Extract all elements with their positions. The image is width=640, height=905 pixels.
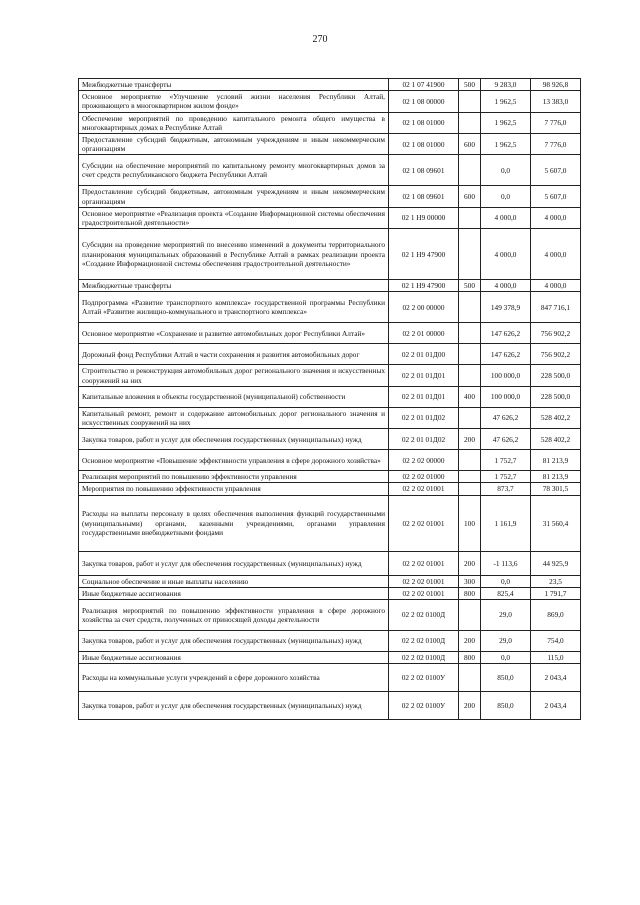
- row-amount-change: 149 378,9: [481, 292, 531, 323]
- row-expense-type: [459, 229, 481, 280]
- budget-table-body: [79, 79, 581, 720]
- row-amount-change: 100 000,0: [481, 386, 531, 407]
- row-expense-type: 500: [459, 79, 481, 91]
- row-code: 02 2 02 01001: [389, 575, 459, 587]
- row-amount-total: 23,5: [531, 575, 581, 587]
- row-amount-change: 9 283,0: [481, 79, 531, 91]
- row-expense-type: 600: [459, 134, 481, 155]
- row-amount-total: 81 213,9: [531, 471, 581, 483]
- row-amount-total: 5 607,0: [531, 155, 581, 186]
- row-amount-change: 1 752,7: [481, 450, 531, 471]
- row-amount-total: 115,0: [531, 652, 581, 664]
- row-amount-change: 147 626,2: [481, 323, 531, 344]
- row-amount-change: 873,7: [481, 483, 531, 495]
- row-amount-total: 4 000,0: [531, 207, 581, 228]
- table-row: [79, 483, 581, 495]
- table-row: [79, 280, 581, 292]
- row-code: 02 1 08 01000: [389, 134, 459, 155]
- row-code: 02 2 01 00000: [389, 323, 459, 344]
- row-name: Обеспечение мероприятий по проведению капитального ремонта общего имущества в многоквартирных домах в Республике Алтай: [79, 112, 389, 133]
- row-amount-change: 0,0: [481, 186, 531, 207]
- row-code: 02 2 02 0100У: [389, 664, 459, 692]
- row-code: 02 1 Н9 47900: [389, 229, 459, 280]
- row-amount-change: 4 000,0: [481, 229, 531, 280]
- table-row: [79, 323, 581, 344]
- row-code: 02 2 01 01Д01: [389, 365, 459, 386]
- table-row: [79, 79, 581, 91]
- row-name: Социальное обеспечение и иные выплаты населению: [79, 575, 389, 587]
- row-expense-type: 200: [459, 692, 481, 720]
- row-expense-type: [459, 483, 481, 495]
- row-expense-type: 800: [459, 652, 481, 664]
- row-amount-total: 1 791,7: [531, 587, 581, 599]
- row-code: 02 2 01 01Д00: [389, 344, 459, 365]
- row-code: 02 1 08 01000: [389, 112, 459, 133]
- table-row: [79, 155, 581, 186]
- row-amount-change: 147 626,2: [481, 344, 531, 365]
- row-amount-total: 5 607,0: [531, 186, 581, 207]
- row-name: Закупка товаров, работ и услуг для обеспечения государственных (муниципальных) нужд: [79, 429, 389, 450]
- table-row: [79, 664, 581, 692]
- row-name: Расходы на коммунальные услуги учреждений в сфере дорожного хозяйства: [79, 664, 389, 692]
- row-name: Закупка товаров, работ и услуг для обеспечения государственных (муниципальных) нужд: [79, 551, 389, 575]
- table-row: [79, 186, 581, 207]
- row-amount-total: 528 402,2: [531, 429, 581, 450]
- row-amount-total: 2 043,4: [531, 664, 581, 692]
- table-row: [79, 631, 581, 652]
- row-amount-total: 31 560,4: [531, 495, 581, 551]
- table-row: [79, 91, 581, 112]
- row-amount-total: 7 776,0: [531, 112, 581, 133]
- row-name: Основное мероприятие «Повышение эффективности управления в сфере дорожного хозяйства»: [79, 450, 389, 471]
- table-row: [79, 134, 581, 155]
- row-name: Предоставление субсидий бюджетным, автономным учреждениям и иным некоммерческим организациям: [79, 186, 389, 207]
- row-name: Капитальные вложения в объекты государственной (муниципальной) собственности: [79, 386, 389, 407]
- row-name: Субсидии на проведение мероприятий по внесению изменений в документы территориального планирования муниципальных образований в Республике Алтай в рамках реализации проекта «Создание Информационной системы обеспечения градостроительной деятельности»: [79, 229, 389, 280]
- row-code: 02 1 08 09601: [389, 186, 459, 207]
- row-expense-type: [459, 344, 481, 365]
- row-amount-change: 47 626,2: [481, 429, 531, 450]
- row-code: 02 2 01 01Д02: [389, 429, 459, 450]
- row-expense-type: [459, 471, 481, 483]
- row-expense-type: 600: [459, 186, 481, 207]
- row-amount-total: 228 500,0: [531, 386, 581, 407]
- row-expense-type: 500: [459, 280, 481, 292]
- table-row: [79, 551, 581, 575]
- row-code: 02 2 02 01001: [389, 495, 459, 551]
- row-expense-type: [459, 292, 481, 323]
- table-row: [79, 365, 581, 386]
- row-code: 02 2 02 01001: [389, 483, 459, 495]
- row-name: Реализация мероприятий по повышению эффективности управления в сфере дорожного хозяйства за счет средств, полученных от приносящей доходы деятельности: [79, 600, 389, 631]
- row-expense-type: [459, 112, 481, 133]
- row-code: 02 2 02 0100Д: [389, 600, 459, 631]
- row-name: Дорожный фонд Республики Алтай в части сохранения и развития автомобильных дорог: [79, 344, 389, 365]
- budget-table: [78, 78, 581, 720]
- table-row: [79, 587, 581, 599]
- row-amount-total: 4 000,0: [531, 280, 581, 292]
- table-row: [79, 600, 581, 631]
- row-amount-change: 1 752,7: [481, 471, 531, 483]
- table-row: [79, 429, 581, 450]
- row-amount-change: 100 000,0: [481, 365, 531, 386]
- row-expense-type: [459, 600, 481, 631]
- row-amount-total: 44 925,9: [531, 551, 581, 575]
- row-name: Межбюджетные трансферты: [79, 79, 389, 91]
- row-code: 02 1 Н9 47900: [389, 280, 459, 292]
- row-expense-type: 100: [459, 495, 481, 551]
- row-amount-change: 0,0: [481, 155, 531, 186]
- row-code: 02 2 02 01001: [389, 587, 459, 599]
- row-name: Мероприятия по повышению эффективности управления: [79, 483, 389, 495]
- row-code: 02 2 01 01Д02: [389, 407, 459, 428]
- row-amount-total: 754,0: [531, 631, 581, 652]
- row-amount-total: 78 301,5: [531, 483, 581, 495]
- row-code: 02 1 07 41900: [389, 79, 459, 91]
- row-amount-change: 850,0: [481, 692, 531, 720]
- table-row: [79, 495, 581, 551]
- row-name: Иные бюджетные ассигнования: [79, 652, 389, 664]
- row-name: Основное мероприятие «Улучшение условий жизни населения Республики Алтай, проживающего в многоквартирном жилом фонде»: [79, 91, 389, 112]
- row-amount-change: 4 000,0: [481, 207, 531, 228]
- row-expense-type: 200: [459, 551, 481, 575]
- row-name: Подпрограмма «Развитие транспортного комплекса» государственной программы Республики Алтай «Развитие жилищно-коммунального и транспортного комплекса»: [79, 292, 389, 323]
- table-row: [79, 652, 581, 664]
- row-name: Субсидии на обеспечение мероприятий по капитальному ремонту многоквартирных домов за счет средств республиканского бюджета Республики Алтай: [79, 155, 389, 186]
- row-expense-type: [459, 155, 481, 186]
- row-name: Капитальный ремонт, ремонт и содержание автомобильных дорог регионального значения и искусственных сооружений на них: [79, 407, 389, 428]
- row-code: 02 2 01 01Д01: [389, 386, 459, 407]
- table-row: [79, 386, 581, 407]
- row-amount-total: 847 716,1: [531, 292, 581, 323]
- row-code: 02 2 02 0100Д: [389, 652, 459, 664]
- table-row: [79, 575, 581, 587]
- row-amount-change: 0,0: [481, 652, 531, 664]
- row-amount-change: 825,4: [481, 587, 531, 599]
- row-name: Предоставление субсидий бюджетным, автономным учреждениям и иным некоммерческим организациям: [79, 134, 389, 155]
- row-name: Основное мероприятие «Реализация проекта «Создание Информационной системы обеспечения градостроительной деятельности»: [79, 207, 389, 228]
- table-row: [79, 450, 581, 471]
- row-name: Закупка товаров, работ и услуг для обеспечения государственных (муниципальных) нужд: [79, 692, 389, 720]
- table-row: [79, 112, 581, 133]
- row-expense-type: 400: [459, 386, 481, 407]
- row-expense-type: 300: [459, 575, 481, 587]
- row-amount-change: 1 161,9: [481, 495, 531, 551]
- row-code: 02 2 00 00000: [389, 292, 459, 323]
- row-amount-total: 869,0: [531, 600, 581, 631]
- row-amount-change: 1 962,5: [481, 112, 531, 133]
- row-expense-type: [459, 91, 481, 112]
- row-amount-total: 756 902,2: [531, 323, 581, 344]
- row-code: 02 2 02 01001: [389, 551, 459, 575]
- row-name: Межбюджетные трансферты: [79, 280, 389, 292]
- row-amount-change: 47 626,2: [481, 407, 531, 428]
- row-code: 02 2 02 0100У: [389, 692, 459, 720]
- row-amount-change: 1 962,5: [481, 91, 531, 112]
- row-amount-total: 81 213,9: [531, 450, 581, 471]
- row-name: Закупка товаров, работ и услуг для обеспечения государственных (муниципальных) нужд: [79, 631, 389, 652]
- table-row: [79, 471, 581, 483]
- table-row: [79, 207, 581, 228]
- row-code: 02 2 02 01000: [389, 471, 459, 483]
- row-amount-change: 0,0: [481, 575, 531, 587]
- row-amount-total: 13 383,0: [531, 91, 581, 112]
- row-name: Строительство и реконструкция автомобильных дорог регионального значения и искусственных сооружений на них: [79, 365, 389, 386]
- table-row: [79, 407, 581, 428]
- row-expense-type: [459, 323, 481, 344]
- table-row: [79, 692, 581, 720]
- row-expense-type: [459, 207, 481, 228]
- row-amount-total: 228 500,0: [531, 365, 581, 386]
- row-code: 02 1 08 09601: [389, 155, 459, 186]
- row-amount-change: 4 000,0: [481, 280, 531, 292]
- table-row: [79, 344, 581, 365]
- row-code: 02 1 Н9 00000: [389, 207, 459, 228]
- row-amount-total: 4 000,0: [531, 229, 581, 280]
- row-amount-total: 528 402,2: [531, 407, 581, 428]
- table-row: [79, 229, 581, 280]
- page-number: 270: [312, 34, 328, 45]
- row-expense-type: [459, 365, 481, 386]
- row-amount-change: 29,0: [481, 631, 531, 652]
- row-code: 02 1 08 00000: [389, 91, 459, 112]
- row-expense-type: [459, 407, 481, 428]
- row-name: Расходы на выплаты персоналу в целях обеспечения выполнения функций государственными (муниципальными) органами, казенными учреждениями, органами управления государственными внебюджетными фондами: [79, 495, 389, 551]
- row-code: 02 2 02 00000: [389, 450, 459, 471]
- row-name: Реализация мероприятий по повышению эффективности управления: [79, 471, 389, 483]
- row-amount-change: -1 113,6: [481, 551, 531, 575]
- table-row: [79, 292, 581, 323]
- row-expense-type: 800: [459, 587, 481, 599]
- row-amount-total: 756 902,2: [531, 344, 581, 365]
- row-code: 02 2 02 0100Д: [389, 631, 459, 652]
- row-expense-type: 200: [459, 429, 481, 450]
- row-name: Основное мероприятие «Сохранение и развитие автомобильных дорог Республики Алтай»: [79, 323, 389, 344]
- row-expense-type: [459, 450, 481, 471]
- row-amount-change: 1 962,5: [481, 134, 531, 155]
- row-amount-total: 7 776,0: [531, 134, 581, 155]
- row-amount-total: 2 043,4: [531, 692, 581, 720]
- row-expense-type: [459, 664, 481, 692]
- row-amount-change: 29,0: [481, 600, 531, 631]
- row-amount-total: 98 926,8: [531, 79, 581, 91]
- row-expense-type: 200: [459, 631, 481, 652]
- row-name: Иные бюджетные ассигнования: [79, 587, 389, 599]
- row-amount-change: 850,0: [481, 664, 531, 692]
